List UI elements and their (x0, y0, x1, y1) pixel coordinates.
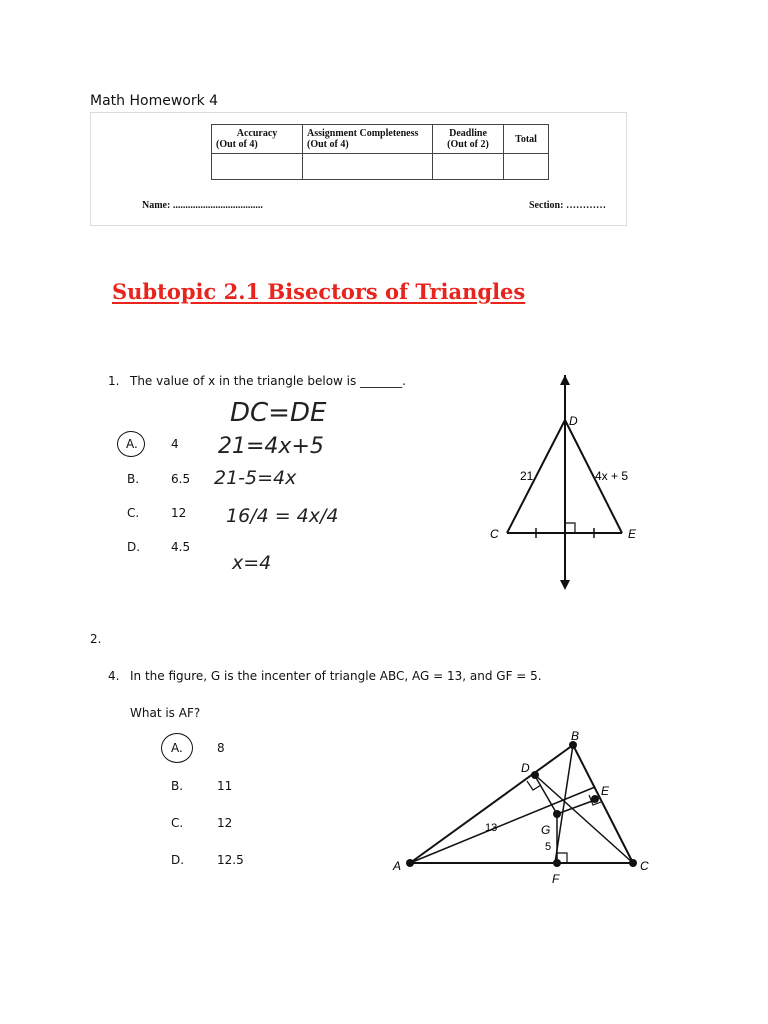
header-line: (Out of 4) (216, 139, 258, 150)
q4-text: In the figure, G is the incenter of triangle ABC, AG = 13, and GF = 5. (130, 669, 542, 683)
header-line: (Out of 2) (447, 139, 489, 150)
point-f (553, 859, 561, 867)
header-line: Accuracy (236, 128, 278, 139)
side-label-4x5: 4x + 5 (595, 469, 629, 483)
q4-option-c-letter[interactable]: C. (171, 816, 184, 830)
accuracy-score-cell[interactable] (212, 154, 303, 180)
q1-option-c-value: 12 (171, 506, 187, 520)
header-line: Deadline (449, 128, 487, 139)
name-field[interactable]: Name: .................................... (142, 200, 263, 211)
point-c (629, 859, 637, 867)
vertex-label-f: F (552, 872, 560, 886)
deadline-score-cell[interactable] (433, 154, 504, 180)
side-label-21: 21 (520, 469, 534, 483)
subtopic-heading: Subtopic 2.1 Bisectors of Triangles (112, 279, 526, 304)
q1-number: 1. (108, 374, 120, 388)
q4-option-d-value: 12.5 (217, 853, 244, 867)
score-row (212, 154, 549, 180)
q1-text: The value of x in the triangle below is _______. (130, 374, 406, 388)
point-d (531, 771, 539, 779)
q4-option-b-letter[interactable]: B. (171, 779, 184, 793)
completeness-header (303, 125, 433, 154)
segment-label-gf: 5 (545, 841, 552, 853)
q1-option-d-letter[interactable]: D. (127, 540, 141, 554)
q4-number: 4. (108, 669, 120, 683)
handwriting-line-5: x=4 (232, 552, 272, 574)
vertex-label-e: E (601, 784, 610, 798)
point-a (406, 859, 414, 867)
q4-option-a-value: 8 (217, 741, 225, 755)
total-header (504, 125, 549, 154)
handwriting-line-1: DC=DE (230, 398, 327, 428)
document-title: Math Homework 4 (90, 93, 219, 109)
vertex-label-b: B (571, 729, 580, 743)
header-line: (Out of 4) (307, 139, 349, 150)
vertex-label-d: D (521, 761, 530, 775)
accuracy-header (212, 125, 303, 154)
bisector-from-a (410, 787, 595, 863)
handwriting-line-4: 16/4 = 4x/4 (226, 505, 339, 527)
incenter-triangle-figure (385, 725, 660, 890)
triangle-figure-1 (480, 370, 640, 595)
vertex-label-c: C (490, 527, 499, 541)
handwriting-line-3: 21-5=4x (214, 467, 297, 489)
q1-option-a-letter[interactable]: A. (126, 437, 138, 451)
segment-label-ag: 13 (485, 822, 498, 834)
section-field[interactable]: Section: ………… (529, 200, 606, 211)
q2-number: 2. (90, 632, 102, 646)
handwriting-line-2: 21=4x+5 (218, 434, 324, 459)
point-g (553, 810, 561, 818)
vertex-label-e: E (628, 527, 637, 541)
right-angle-mark (565, 523, 575, 533)
q1-option-b-value: 6.5 (171, 472, 191, 486)
side-dc (507, 420, 565, 533)
q4-subtext: What is AF? (130, 706, 201, 720)
q1-option-a-value: 4 (171, 437, 179, 451)
segment-gd (535, 776, 557, 814)
q4-option-d-letter[interactable]: D. (171, 853, 185, 867)
header-line: Total (515, 133, 537, 145)
completeness-score-cell[interactable] (303, 154, 433, 180)
total-score-cell[interactable] (504, 154, 549, 180)
table-header-row (212, 125, 549, 154)
arrow-down-icon (560, 580, 570, 590)
vertex-label-d: D (569, 414, 578, 428)
q1-option-c-letter[interactable]: C. (127, 506, 140, 520)
q4-option-c-value: 12 (217, 816, 233, 830)
q4-option-a-letter[interactable]: A. (171, 741, 183, 755)
q1-option-b-letter[interactable]: B. (127, 472, 140, 486)
vertex-label-g: G (541, 823, 551, 837)
q1-option-d-value: 4.5 (171, 540, 191, 554)
header-line: Assignment Completeness (307, 128, 419, 139)
point-e (591, 795, 599, 803)
arrow-up-icon (560, 375, 570, 385)
grading-box (90, 112, 627, 226)
deadline-header (433, 125, 504, 154)
vertex-label-a: A (393, 859, 402, 873)
vertex-label-c: C (640, 859, 649, 873)
q4-option-b-value: 11 (217, 779, 233, 793)
grading-table (211, 124, 549, 180)
